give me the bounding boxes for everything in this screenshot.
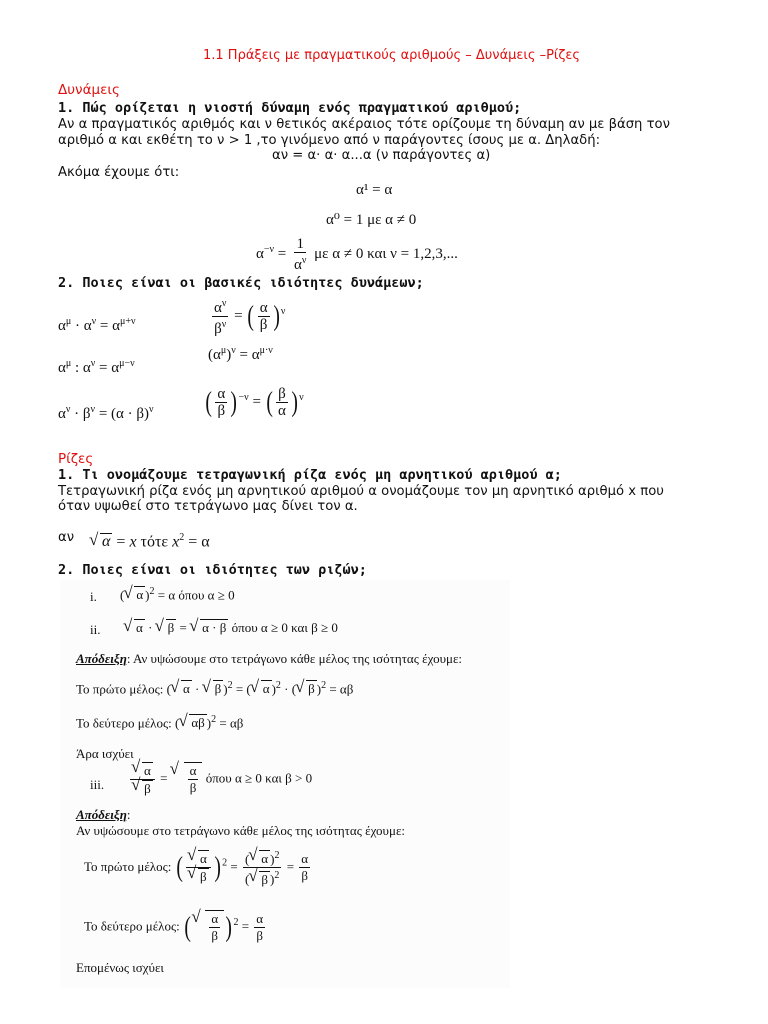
condition: όπου α ≥ 0 και β ≥ 0 [231,620,338,635]
paragraph-line: όταν υψωθεί στο τετράγωνο μας δίνει τον α. [58,499,358,514]
conclusion-text: Άρα ισχύει [76,746,134,761]
property-root-quotient: √ α √ β = √ $\frac{\alpha}{\beta}$ όπου α ≥ 0 και β > 0 [128,762,312,797]
question-powers-1: 1. Πώς ορίζεται η νιοστή δύναμη ενός πραγματικού αριθμού; [58,100,522,116]
proof-second-member: Το δεύτερο μέλος: (√ αβ )$^2$ = αβ [76,714,243,731]
item-label: ii. [90,622,101,637]
paragraph-line: Ακόμα έχουμε ότι: [58,165,180,180]
property-negative-fraction-power: ( $\frac{\alpha}{\beta}$ )$^{-\nu}$ = ( $\frac{\beta}{\alpha}$ )$^\nu$ [205,386,304,419]
question-powers-2: 2. Ποιες είναι οι βασικές ιδιότητες δυνάμεων; [58,275,424,291]
section-heading-roots: Ρίζες [58,451,94,467]
formula-power-zero: α⁰ = 1 με α ≠ 0 [326,212,417,228]
proof-first-member: Το πρώτο μέλος: (√ α · √ β )$^2$ = (√ α )$^2$ · (√ β )$^2$ = αβ [76,680,353,697]
property-product-power: $\alpha^\nu \cdot \beta^\nu = (\alpha \cdot \beta)^\nu$ [58,404,154,422]
paragraph-line: αριθμό α και εκθέτη το ν > 1 ,το γινόμενο από ν παράγοντες ίσους με α. Δηλαδή: [58,133,601,148]
definition-formula: αν = α· α· α...α (ν παράγοντες α) [272,148,491,163]
member-label: Το πρώτο μέλος: [84,858,172,874]
item-label: i. [90,589,97,604]
proof-label: Απόδειξη [76,807,127,822]
formula-negative-power: $\alpha^{-\nu}$ = $\frac{1}{\alpha^\nu}$ με α ≠ 0 και ν = 1,2,3,... [256,236,458,273]
label-an: αν [58,530,75,545]
section-heading-powers: Δυνάμεις [58,82,120,98]
conclusion-text: Επομένως ισχύει [76,960,164,975]
paragraph-line: Τετραγωνική ρίζα ενός μη αρνητικού αριθμού α ονομάζουμε τον μη αρνητικό αριθμό x που [58,484,664,499]
proof-text-2: Αν υψώσουμε στο τετράγωνο κάθε μέλος της ισότητας έχουμε: [76,823,406,838]
question-roots-2: 2. Ποιες είναι οι ιδιότητες των ριζών; [58,562,367,578]
proof-label-2: Απόδειξη: [76,807,131,822]
member-label: Το δεύτερο μέλος: [84,918,180,934]
property-power-of-power: $(\alpha^\mu)^\nu = \alpha^{\mu\cdot\nu}$ [208,345,273,363]
property-root-product: √ α · √ β = √ α · β όπου α ≥ 0 και β ≥ 0 [124,619,338,636]
property-quotient-same-base: $\alpha^\mu$ : $\alpha^\nu = \alpha^{\mu-\nu}$ [58,358,135,376]
member-label: Το δεύτερο μέλος: [76,715,172,731]
member-label: Το πρώτο μέλος: [76,681,164,697]
property-product-same-base: $\alpha^\mu \cdot \alpha^\nu = \alpha^{\mu+\nu}$ [58,316,136,334]
proof-text: : Αν υψώσουμε στο τετράγωνο κάθε μέλος της ισότητας έχουμε: [126,651,463,666]
item-label: iii. [90,777,105,792]
formula-power-one: α¹ = α [356,182,393,198]
property-quotient-power: $\frac{\alpha^\nu}{\beta^\nu}$ = ( $\frac{\alpha}{\beta}$ )$^\nu$ [214,298,286,337]
root-definition-formula: √ α = x τότε $x^2 = \alpha$ [90,532,210,551]
condition: όπου α ≥ 0 [178,587,235,603]
proof-first-member-2: Το πρώτο μέλος: ( √ α √ β )$^2$ = $\frac{(√ \alpha )^2}{(√ \beta )^2}$ = $\frac{\alpha}{\beta}$ [84,848,312,888]
proof-label: Απόδειξη [76,651,127,666]
paragraph-line: Αν α πραγματικός αριθμός και ν θετικός ακέραιος τότε ορίζουμε τη δύναμη αν με βάση τον [58,117,670,132]
label-tote: τότε [140,533,169,551]
property-root-squared: (√ α )$^2$ = α όπου α ≥ 0 [120,586,235,603]
proof-line [76,651,462,667]
condition: όπου α ≥ 0 και β > 0 [205,770,313,786]
page-title: 1.1 Πράξεις με πραγματικούς αριθμούς – Δυνάμεις –Ρίζες [203,48,581,63]
formula-condition: με α ≠ 0 και ν = 1,2,3,... [314,245,458,262]
proof-second-member-2: Το δεύτερο μέλος: ( √ $\frac{\alpha}{\beta}$ )$^2$ = $\frac{\alpha}{\beta}$ [84,910,267,944]
question-roots-1: 1. Τι ονομάζουμε τετραγωνική ρίζα ενός μη αρνητικού αριθμού α; [58,467,562,483]
